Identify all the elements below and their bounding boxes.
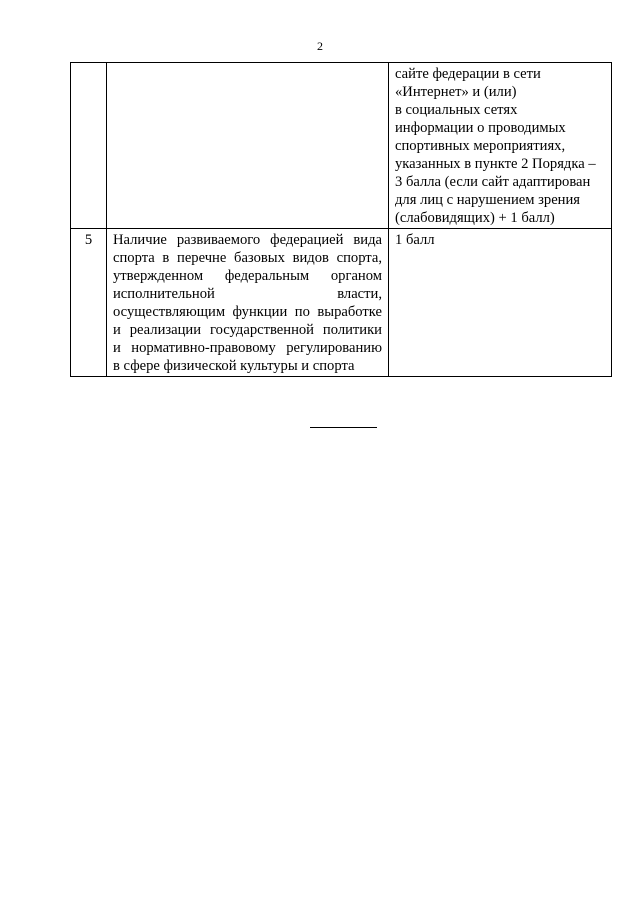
end-of-document-rule xyxy=(310,427,377,428)
criterion-cell xyxy=(107,229,389,377)
score-cell xyxy=(389,229,612,377)
criterion-line: утвержденном федеральным органом xyxy=(113,268,382,284)
criterion-line: осуществляющим функции по выработке xyxy=(113,304,382,320)
score-cell xyxy=(389,63,612,229)
score-line: сайте федерации в сети xyxy=(395,66,541,82)
score-line: в социальных сетях xyxy=(395,102,518,118)
criterion-line: исполнительной власти, xyxy=(113,286,382,302)
criterion-line: Наличие развиваемого федерацией вида xyxy=(113,232,382,248)
score-line: спортивных мероприятиях, xyxy=(395,138,566,154)
score-line: «Интернет» и (или) xyxy=(395,84,517,100)
criterion-line: и реализации государственной политики xyxy=(113,322,382,338)
score-line: указанных в пункте 2 Порядка – xyxy=(395,156,596,172)
criterion-line: в сфере физической культуры и спорта xyxy=(113,358,355,374)
criterion-cell xyxy=(107,63,389,229)
criterion-line: и нормативно-правовому регулированию xyxy=(113,340,382,356)
score-line: (слабовидящих) + 1 балл) xyxy=(395,210,555,226)
score-line: 1 балл xyxy=(395,232,435,248)
row-number-cell xyxy=(71,63,107,229)
table-row xyxy=(71,63,612,229)
page-number: 2 xyxy=(317,39,323,53)
table-row xyxy=(71,229,612,377)
criteria-table xyxy=(70,62,612,377)
row-number-cell: 5 xyxy=(71,229,107,377)
score-line: для лиц с нарушением зрения xyxy=(395,192,581,208)
score-line: 3 балла (если сайт адаптирован xyxy=(395,174,591,190)
criterion-line: спорта в перечне базовых видов спорта, xyxy=(113,250,382,266)
score-line: информации о проводимых xyxy=(395,120,566,136)
